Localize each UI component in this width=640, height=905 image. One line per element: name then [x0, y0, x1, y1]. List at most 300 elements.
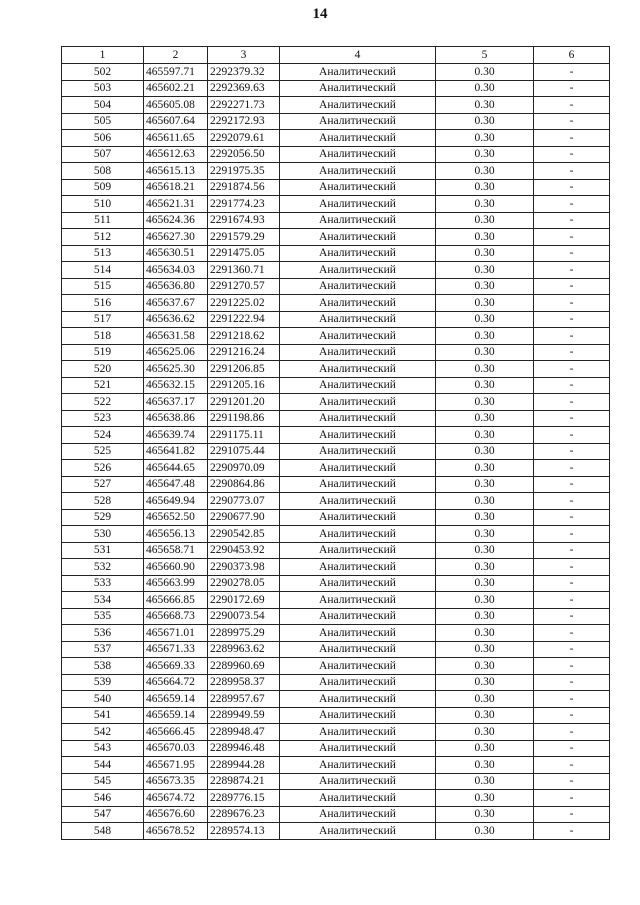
accuracy-cell: 0.30 — [436, 410, 534, 427]
note-cell: - — [534, 361, 610, 378]
note-cell: - — [534, 740, 610, 757]
note-cell: - — [534, 443, 610, 460]
accuracy-cell: 0.30 — [436, 674, 534, 691]
note-cell: - — [534, 80, 610, 97]
table-row — [62, 493, 610, 510]
method-cell: Аналитический — [280, 163, 436, 180]
note-cell: - — [534, 146, 610, 163]
note-cell: - — [534, 509, 610, 526]
x-coordinate-cell: 465634.03 — [144, 262, 208, 279]
accuracy-cell: 0.30 — [436, 460, 534, 477]
x-coordinate-cell: 465639.74 — [144, 427, 208, 444]
note-cell: - — [534, 196, 610, 213]
column-header: 1 — [62, 47, 144, 64]
x-coordinate-cell: 465649.94 — [144, 493, 208, 510]
column-header: 2 — [144, 47, 208, 64]
x-coordinate-cell: 465621.31 — [144, 196, 208, 213]
point-number-cell: 529 — [62, 509, 144, 526]
x-coordinate-cell: 465637.17 — [144, 394, 208, 411]
x-coordinate-cell: 465666.85 — [144, 592, 208, 609]
accuracy-cell: 0.30 — [436, 163, 534, 180]
accuracy-cell: 0.30 — [436, 509, 534, 526]
method-cell: Аналитический — [280, 97, 436, 114]
note-cell: - — [534, 559, 610, 576]
x-coordinate-cell: 465612.63 — [144, 146, 208, 163]
x-coordinate-cell: 465644.65 — [144, 460, 208, 477]
accuracy-cell: 0.30 — [436, 146, 534, 163]
accuracy-cell: 0.30 — [436, 526, 534, 543]
note-cell: - — [534, 212, 610, 229]
note-cell: - — [534, 278, 610, 295]
table-row — [62, 113, 610, 130]
y-coordinate-cell: 2292379.32 — [208, 64, 280, 81]
point-number-cell: 545 — [62, 773, 144, 790]
table-body — [62, 64, 610, 840]
point-number-cell: 506 — [62, 130, 144, 147]
accuracy-cell: 0.30 — [436, 427, 534, 444]
x-coordinate-cell: 465671.33 — [144, 641, 208, 658]
note-cell: - — [534, 674, 610, 691]
note-cell: - — [534, 575, 610, 592]
point-number-cell: 535 — [62, 608, 144, 625]
method-cell: Аналитический — [280, 311, 436, 328]
note-cell: - — [534, 245, 610, 262]
table-row — [62, 328, 610, 345]
method-cell: Аналитический — [280, 542, 436, 559]
y-coordinate-cell: 2289957.67 — [208, 691, 280, 708]
x-coordinate-cell: 465678.52 — [144, 823, 208, 840]
table-row — [62, 163, 610, 180]
y-coordinate-cell: 2290453.92 — [208, 542, 280, 559]
accuracy-cell: 0.30 — [436, 196, 534, 213]
x-coordinate-cell: 465673.35 — [144, 773, 208, 790]
point-number-cell: 542 — [62, 724, 144, 741]
y-coordinate-cell: 2289874.21 — [208, 773, 280, 790]
table-row — [62, 592, 610, 609]
accuracy-cell: 0.30 — [436, 790, 534, 807]
point-number-cell: 515 — [62, 278, 144, 295]
note-cell: - — [534, 328, 610, 345]
method-cell: Аналитический — [280, 377, 436, 394]
column-header: 5 — [436, 47, 534, 64]
accuracy-cell: 0.30 — [436, 377, 534, 394]
point-number-cell: 518 — [62, 328, 144, 345]
table-row — [62, 526, 610, 543]
y-coordinate-cell: 2289975.29 — [208, 625, 280, 642]
accuracy-cell: 0.30 — [436, 625, 534, 642]
accuracy-cell: 0.30 — [436, 394, 534, 411]
note-cell: - — [534, 262, 610, 279]
accuracy-cell: 0.30 — [436, 608, 534, 625]
y-coordinate-cell: 2291774.23 — [208, 196, 280, 213]
accuracy-cell: 0.30 — [436, 691, 534, 708]
y-coordinate-cell: 2291579.29 — [208, 229, 280, 246]
point-number-cell: 519 — [62, 344, 144, 361]
note-cell: - — [534, 724, 610, 741]
y-coordinate-cell: 2291218.62 — [208, 328, 280, 345]
x-coordinate-cell: 465652.50 — [144, 509, 208, 526]
note-cell: - — [534, 658, 610, 675]
method-cell: Аналитический — [280, 559, 436, 576]
method-cell: Аналитический — [280, 674, 436, 691]
accuracy-cell: 0.30 — [436, 823, 534, 840]
table-row — [62, 97, 610, 114]
note-cell: - — [534, 823, 610, 840]
y-coordinate-cell: 2289676.23 — [208, 806, 280, 823]
table-row — [62, 608, 610, 625]
note-cell: - — [534, 410, 610, 427]
point-number-cell: 511 — [62, 212, 144, 229]
accuracy-cell: 0.30 — [436, 773, 534, 790]
point-number-cell: 520 — [62, 361, 144, 378]
method-cell: Аналитический — [280, 328, 436, 345]
point-number-cell: 508 — [62, 163, 144, 180]
x-coordinate-cell: 465669.33 — [144, 658, 208, 675]
x-coordinate-cell: 465611.65 — [144, 130, 208, 147]
x-coordinate-cell: 465630.51 — [144, 245, 208, 262]
point-number-cell: 522 — [62, 394, 144, 411]
table-row — [62, 542, 610, 559]
point-number-cell: 521 — [62, 377, 144, 394]
y-coordinate-cell: 2291075.44 — [208, 443, 280, 460]
accuracy-cell: 0.30 — [436, 229, 534, 246]
table-row — [62, 245, 610, 262]
point-number-cell: 533 — [62, 575, 144, 592]
method-cell: Аналитический — [280, 278, 436, 295]
x-coordinate-cell: 465663.99 — [144, 575, 208, 592]
method-cell: Аналитический — [280, 361, 436, 378]
x-coordinate-cell: 465597.71 — [144, 64, 208, 81]
point-number-cell: 505 — [62, 113, 144, 130]
note-cell: - — [534, 179, 610, 196]
table-row — [62, 229, 610, 246]
accuracy-cell: 0.30 — [436, 97, 534, 114]
note-cell: - — [534, 707, 610, 724]
y-coordinate-cell: 2291175.11 — [208, 427, 280, 444]
note-cell: - — [534, 493, 610, 510]
x-coordinate-cell: 465641.82 — [144, 443, 208, 460]
method-cell: Аналитический — [280, 608, 436, 625]
table-row — [62, 410, 610, 427]
table-row — [62, 394, 610, 411]
y-coordinate-cell: 2291874.56 — [208, 179, 280, 196]
y-coordinate-cell: 2292271.73 — [208, 97, 280, 114]
x-coordinate-cell: 465658.71 — [144, 542, 208, 559]
point-number-cell: 537 — [62, 641, 144, 658]
point-number-cell: 524 — [62, 427, 144, 444]
table-row — [62, 361, 610, 378]
table-row — [62, 823, 610, 840]
y-coordinate-cell: 2290373.98 — [208, 559, 280, 576]
table-row — [62, 311, 610, 328]
note-cell: - — [534, 295, 610, 312]
column-header: 3 — [208, 47, 280, 64]
point-number-cell: 510 — [62, 196, 144, 213]
note-cell: - — [534, 97, 610, 114]
accuracy-cell: 0.30 — [436, 592, 534, 609]
x-coordinate-cell: 465659.14 — [144, 707, 208, 724]
note-cell: - — [534, 773, 610, 790]
y-coordinate-cell: 2290677.90 — [208, 509, 280, 526]
method-cell: Аналитический — [280, 344, 436, 361]
x-coordinate-cell: 465656.13 — [144, 526, 208, 543]
note-cell: - — [534, 229, 610, 246]
note-cell: - — [534, 806, 610, 823]
accuracy-cell: 0.30 — [436, 641, 534, 658]
method-cell: Аналитический — [280, 575, 436, 592]
note-cell: - — [534, 460, 610, 477]
accuracy-cell: 0.30 — [436, 740, 534, 757]
accuracy-cell: 0.30 — [436, 278, 534, 295]
table-row — [62, 427, 610, 444]
table-row — [62, 773, 610, 790]
table-row — [62, 509, 610, 526]
note-cell: - — [534, 526, 610, 543]
point-number-cell: 504 — [62, 97, 144, 114]
table-row — [62, 377, 610, 394]
point-number-cell: 547 — [62, 806, 144, 823]
x-coordinate-cell: 465668.73 — [144, 608, 208, 625]
note-cell: - — [534, 625, 610, 642]
method-cell: Аналитический — [280, 724, 436, 741]
table-row — [62, 476, 610, 493]
y-coordinate-cell: 2291222.94 — [208, 311, 280, 328]
table-row — [62, 212, 610, 229]
y-coordinate-cell: 2291674.93 — [208, 212, 280, 229]
point-number-cell: 525 — [62, 443, 144, 460]
method-cell: Аналитический — [280, 476, 436, 493]
accuracy-cell: 0.30 — [436, 575, 534, 592]
accuracy-cell: 0.30 — [436, 311, 534, 328]
accuracy-cell: 0.30 — [436, 179, 534, 196]
y-coordinate-cell: 2289776.15 — [208, 790, 280, 807]
y-coordinate-cell: 2291975.35 — [208, 163, 280, 180]
method-cell: Аналитический — [280, 625, 436, 642]
y-coordinate-cell: 2291360.71 — [208, 262, 280, 279]
method-cell: Аналитический — [280, 262, 436, 279]
table-row — [62, 460, 610, 477]
x-coordinate-cell: 465670.03 — [144, 740, 208, 757]
point-number-cell: 539 — [62, 674, 144, 691]
x-coordinate-cell: 465605.08 — [144, 97, 208, 114]
note-cell: - — [534, 163, 610, 180]
column-header: 6 — [534, 47, 610, 64]
note-cell: - — [534, 130, 610, 147]
accuracy-cell: 0.30 — [436, 724, 534, 741]
page-number: 14 — [312, 6, 328, 22]
accuracy-cell: 0.30 — [436, 80, 534, 97]
x-coordinate-cell: 465625.30 — [144, 361, 208, 378]
coordinates-table — [61, 46, 610, 840]
y-coordinate-cell: 2291201.20 — [208, 394, 280, 411]
x-coordinate-cell: 465659.14 — [144, 691, 208, 708]
y-coordinate-cell: 2291225.02 — [208, 295, 280, 312]
method-cell: Аналитический — [280, 394, 436, 411]
note-cell: - — [534, 641, 610, 658]
note-cell: - — [534, 311, 610, 328]
y-coordinate-cell: 2292079.61 — [208, 130, 280, 147]
y-coordinate-cell: 2290864.86 — [208, 476, 280, 493]
table-row — [62, 64, 610, 81]
accuracy-cell: 0.30 — [436, 757, 534, 774]
table-row — [62, 295, 610, 312]
method-cell: Аналитический — [280, 196, 436, 213]
y-coordinate-cell: 2290073.54 — [208, 608, 280, 625]
accuracy-cell: 0.30 — [436, 806, 534, 823]
accuracy-cell: 0.30 — [436, 542, 534, 559]
x-coordinate-cell: 465615.13 — [144, 163, 208, 180]
y-coordinate-cell: 2291198.86 — [208, 410, 280, 427]
x-coordinate-cell: 465664.72 — [144, 674, 208, 691]
y-coordinate-cell: 2289944.28 — [208, 757, 280, 774]
accuracy-cell: 0.30 — [436, 130, 534, 147]
method-cell: Аналитический — [280, 806, 436, 823]
table-row — [62, 196, 610, 213]
table-row — [62, 344, 610, 361]
method-cell: Аналитический — [280, 790, 436, 807]
point-number-cell: 512 — [62, 229, 144, 246]
method-cell: Аналитический — [280, 757, 436, 774]
x-coordinate-cell: 465671.01 — [144, 625, 208, 642]
accuracy-cell: 0.30 — [436, 658, 534, 675]
accuracy-cell: 0.30 — [436, 262, 534, 279]
x-coordinate-cell: 465636.80 — [144, 278, 208, 295]
table-row — [62, 790, 610, 807]
note-cell: - — [534, 64, 610, 81]
accuracy-cell: 0.30 — [436, 245, 534, 262]
y-coordinate-cell: 2291205.16 — [208, 377, 280, 394]
y-coordinate-cell: 2290172.69 — [208, 592, 280, 609]
y-coordinate-cell: 2290970.09 — [208, 460, 280, 477]
accuracy-cell: 0.30 — [436, 707, 534, 724]
method-cell: Аналитический — [280, 64, 436, 81]
point-number-cell: 517 — [62, 311, 144, 328]
y-coordinate-cell: 2289574.13 — [208, 823, 280, 840]
method-cell: Аналитический — [280, 740, 436, 757]
accuracy-cell: 0.30 — [436, 328, 534, 345]
accuracy-cell: 0.30 — [436, 559, 534, 576]
y-coordinate-cell: 2292056.50 — [208, 146, 280, 163]
table-row — [62, 757, 610, 774]
table-row — [62, 658, 610, 675]
point-number-cell: 540 — [62, 691, 144, 708]
note-cell: - — [534, 377, 610, 394]
point-number-cell: 531 — [62, 542, 144, 559]
x-coordinate-cell: 465627.30 — [144, 229, 208, 246]
point-number-cell: 502 — [62, 64, 144, 81]
note-cell: - — [534, 790, 610, 807]
accuracy-cell: 0.30 — [436, 212, 534, 229]
method-cell: Аналитический — [280, 641, 436, 658]
point-number-cell: 546 — [62, 790, 144, 807]
x-coordinate-cell: 465666.45 — [144, 724, 208, 741]
note-cell: - — [534, 608, 610, 625]
table-row — [62, 691, 610, 708]
y-coordinate-cell: 2292172.93 — [208, 113, 280, 130]
y-coordinate-cell: 2291270.57 — [208, 278, 280, 295]
y-coordinate-cell: 2289958.37 — [208, 674, 280, 691]
point-number-cell: 516 — [62, 295, 144, 312]
note-cell: - — [534, 113, 610, 130]
y-coordinate-cell: 2289963.62 — [208, 641, 280, 658]
y-coordinate-cell: 2290542.85 — [208, 526, 280, 543]
note-cell: - — [534, 394, 610, 411]
accuracy-cell: 0.30 — [436, 64, 534, 81]
table-row — [62, 146, 610, 163]
table-row — [62, 575, 610, 592]
method-cell: Аналитический — [280, 509, 436, 526]
y-coordinate-cell: 2289948.47 — [208, 724, 280, 741]
accuracy-cell: 0.30 — [436, 476, 534, 493]
table-row — [62, 724, 610, 741]
table-row — [62, 707, 610, 724]
method-cell: Аналитический — [280, 295, 436, 312]
x-coordinate-cell: 465631.58 — [144, 328, 208, 345]
method-cell: Аналитический — [280, 410, 436, 427]
note-cell: - — [534, 344, 610, 361]
x-coordinate-cell: 465602.21 — [144, 80, 208, 97]
x-coordinate-cell: 465674.72 — [144, 790, 208, 807]
x-coordinate-cell: 465636.62 — [144, 311, 208, 328]
y-coordinate-cell: 2290278.05 — [208, 575, 280, 592]
method-cell: Аналитический — [280, 658, 436, 675]
method-cell: Аналитический — [280, 823, 436, 840]
y-coordinate-cell: 2289960.69 — [208, 658, 280, 675]
point-number-cell: 541 — [62, 707, 144, 724]
point-number-cell: 544 — [62, 757, 144, 774]
accuracy-cell: 0.30 — [436, 443, 534, 460]
point-number-cell: 503 — [62, 80, 144, 97]
point-number-cell: 526 — [62, 460, 144, 477]
table-header-row — [62, 47, 610, 64]
y-coordinate-cell: 2291475.05 — [208, 245, 280, 262]
point-number-cell: 527 — [62, 476, 144, 493]
table-row — [62, 262, 610, 279]
method-cell: Аналитический — [280, 592, 436, 609]
y-coordinate-cell: 2290773.07 — [208, 493, 280, 510]
method-cell: Аналитический — [280, 443, 436, 460]
x-coordinate-cell: 465638.86 — [144, 410, 208, 427]
method-cell: Аналитический — [280, 179, 436, 196]
accuracy-cell: 0.30 — [436, 295, 534, 312]
note-cell: - — [534, 757, 610, 774]
table-row — [62, 443, 610, 460]
note-cell: - — [534, 592, 610, 609]
x-coordinate-cell: 465660.90 — [144, 559, 208, 576]
point-number-cell: 507 — [62, 146, 144, 163]
point-number-cell: 536 — [62, 625, 144, 642]
column-header: 4 — [280, 47, 436, 64]
x-coordinate-cell: 465647.48 — [144, 476, 208, 493]
point-number-cell: 513 — [62, 245, 144, 262]
x-coordinate-cell: 465624.36 — [144, 212, 208, 229]
table-row — [62, 641, 610, 658]
note-cell: - — [534, 476, 610, 493]
x-coordinate-cell: 465618.21 — [144, 179, 208, 196]
point-number-cell: 532 — [62, 559, 144, 576]
method-cell: Аналитический — [280, 691, 436, 708]
method-cell: Аналитический — [280, 146, 436, 163]
method-cell: Аналитический — [280, 460, 436, 477]
x-coordinate-cell: 465632.15 — [144, 377, 208, 394]
table-row — [62, 278, 610, 295]
point-number-cell: 534 — [62, 592, 144, 609]
table-row — [62, 559, 610, 576]
x-coordinate-cell: 465607.64 — [144, 113, 208, 130]
method-cell: Аналитический — [280, 130, 436, 147]
y-coordinate-cell: 2291216.24 — [208, 344, 280, 361]
y-coordinate-cell: 2292369.63 — [208, 80, 280, 97]
